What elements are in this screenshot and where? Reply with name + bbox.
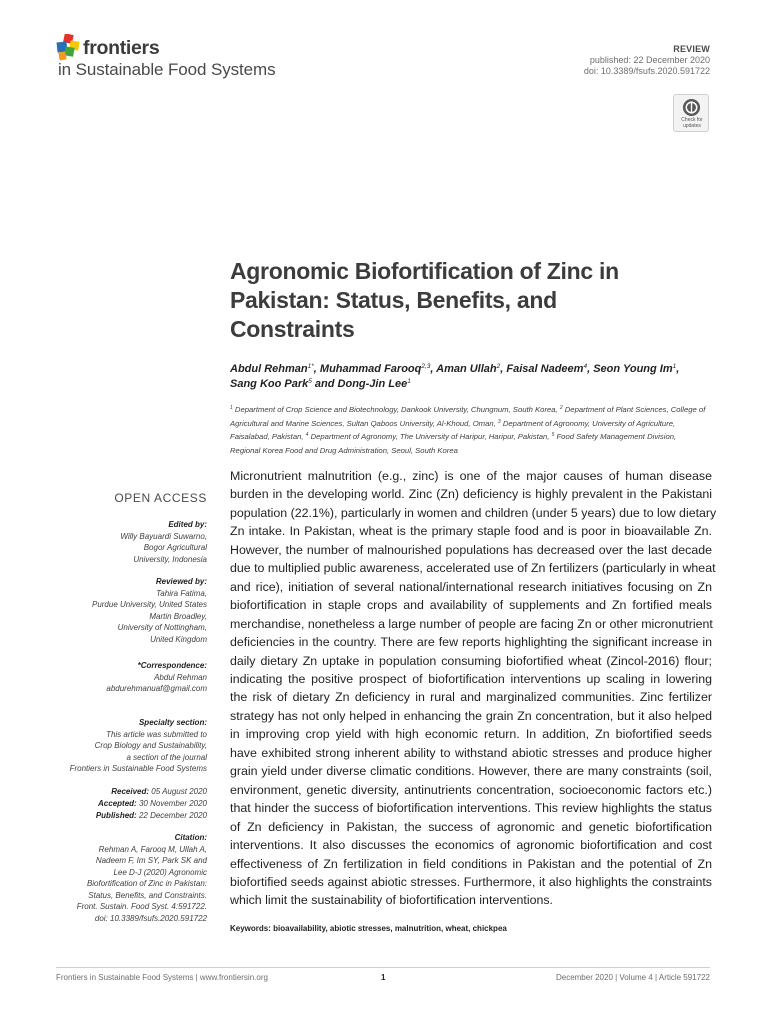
article-meta — [584, 44, 710, 77]
section-heading: Citation: — [174, 833, 207, 842]
affiliations: $^1$ Department of Crop Science and Biotechnology, Dankook University, Chungnum, South Korea, $^2$ Department of Plant Sciences, College of Agricultural and Marine Sciences, Sultan Qaboos University, Al-Khoud, Oman, $^3$ Department of Agronomy, University of Agriculture, Faisalabad, Pakistan, $^4$ Department of Agronomy, The University of Haripur, Haripur, Pakistan, $^5$ Food Safety Management Division, Regional Korea Food and Drug Administration, Seoul, South Korea — [230, 405, 706, 455]
abstract-line: merchandise, nonetheless a large number of people are facing Zn or other micronutrient — [230, 616, 713, 631]
section-heading: Specialty section: — [138, 718, 207, 727]
author-list: Abdul Rehman$^{1*}$, Muhammad Farooq$^{2,3}$, Aman Ullah$^2$, Faisal Nadeem$^4$, Seon Young Im$^1$, Sang Koo Park$^5$ and Dong-Jin Lee$^1$ — [230, 363, 680, 390]
abstract-line: population (22.1%), particularly in women and children (under 5 years) due to low dietary — [230, 505, 717, 520]
footer-divider — [56, 967, 710, 968]
abstract-line: and rice), initiation of several national/international research initiatives focusing on Zn — [230, 579, 712, 594]
author-name[interactable]: Seon Young Im — [593, 363, 673, 375]
footer-volume-info: December 2020 | Volume 4 | Article 591722 — [555, 973, 710, 982]
abstract-line: biofortification in staple crops and availability of supplements and Zn fortified meals — [230, 598, 712, 613]
abstract-line: However, the number of malnourished populations has decreased over the last decade — [230, 542, 712, 557]
crossmark-icon — [682, 98, 701, 117]
correspondence-email-link[interactable]: abdurehmanuaf@gmail.com — [106, 684, 207, 693]
abstract-line: environment, genetic diversity, antinutrients concentration, socioeconomic factors etc.) — [230, 782, 712, 797]
abstract-line: grain yield under diverse climatic conditions. However, there are many constraints (soil, — [230, 764, 712, 779]
abstract-line: biofortified seeds against abiotic stresses. Furthermore, it also highlights the constraints — [230, 874, 712, 889]
abstract-line: of Zn deficiency in Pakistan, the success of agronomic and genetic biofortification — [230, 819, 712, 834]
frontiers-logo-icon — [56, 34, 80, 62]
check-for-updates-button[interactable] — [673, 94, 709, 132]
specialty-section: Specialty section: This article was submitted to Crop Biology and Sustainability, a section of the journal Frontiers in Sustainable Food Systems — [40, 717, 207, 775]
abstract-line: burden in the developing world. Zinc (Zn) deficiency is highly prevalent in the Pakistani — [230, 487, 712, 502]
article-doi[interactable]: doi: 10.3389/fsufs.2020.591722 — [583, 66, 710, 76]
abstract-line: indicating the positive prospect of biofortification interventions up scaling in lowering — [230, 671, 712, 686]
edited-by-section: Edited by: Willy Bayuardi Suwarno, Bogor Agricultural University, Indonesia — [40, 519, 207, 565]
abstract-line: which limit the sustainability of biofortification interventions. — [230, 893, 553, 908]
abstract-line: due to multiplied public awareness, accelerated use of Zn fertilizers (particularly in wheat — [230, 561, 716, 576]
section-heading: Reviewed by: — [155, 577, 207, 586]
abstract-line: in improving crop yield with high economic return. In addition, Zn biofortified seeds — [230, 727, 712, 742]
abstract-line: that hinder the success of biofortification interventions. This review highlights the status — [230, 801, 712, 816]
keywords: Keywords: bioavailability, abiotic stresses, malnutrition, wheat, chickpea — [230, 924, 507, 933]
history-dates: Received: 05 August 2020 Accepted: 30 November 2020 Published: 22 December 2020 — [95, 787, 207, 820]
section-heading: Edited by: — [168, 520, 207, 529]
citation-section: Citation: Rehman A, Farooq M, Ullah A, Nadeem F, Im SY, Park SK and Lee D-J (2020) Agronomic Biofortification of Zinc in Pakistan: Status, Benefits, and Constraints. Front. Sustain. Food Syst. 4:591722. doi: 10.3389/fsufs.2020.591722 — [40, 832, 207, 924]
abstract-line: interventions. It also discusses the economics of agronomic biofortification and cost — [230, 838, 712, 853]
author-name[interactable]: Aman Ullah — [436, 363, 497, 375]
published-date: published: 22 December 2020 — [589, 55, 710, 65]
abstract-line: strategy has not only helped in enhancing the grain Zn concentration, but it also helped — [230, 708, 712, 723]
reviewed-by-section: Reviewed by: Tahira Fatima, Purdue University, United States Martin Broadley, University of Nottingham, United Kingdom — [40, 576, 207, 645]
footer-journal-link[interactable]: Frontiers in Sustainable Food Systems | www.frontiersin.org — [56, 973, 268, 982]
received-date: 05 August 2020 — [151, 787, 207, 796]
abstract-line: the risk of dietary Zn deficiency in rural and marginalized communities. Zinc fertilizer — [230, 690, 712, 705]
abstract-line: have exhibited strong inherent ability to withstand abiotic stresses and produce higher — [230, 745, 712, 760]
author-name[interactable]: Faisal Nadeem — [506, 363, 584, 375]
accepted-date: 30 November 2020 — [138, 799, 207, 808]
crossmark-label: Check for updates — [681, 117, 703, 129]
abstract — [230, 467, 717, 910]
author-name[interactable]: Muhammad Farooq — [319, 363, 422, 375]
section-heading: *Correspondence: — [137, 661, 207, 670]
author-name[interactable]: Sang Koo Park — [230, 378, 309, 390]
citation-doi-link[interactable]: doi: 10.3389/fsufs.2020.591722 — [94, 913, 207, 923]
author-name[interactable]: Dong-Jin Lee — [337, 378, 408, 390]
open-access-label: OPEN ACCESS — [114, 491, 207, 505]
correspondence-section: *Correspondence: Abdul Rehman abdurehmanuaf@gmail.com — [40, 660, 207, 695]
abstract-line: Zn intake. In Pakistan, wheat is the primary staple food and is poor in bioavailable Zn. — [230, 524, 712, 539]
abstract-line: daily dietary Zn uptake in population consuming biofortified wheat (Zincol-2016) flour; — [230, 653, 712, 668]
article-title: Agronomic Biofortification of Zinc in Pakistan: Status, Benefits, and Constraints — [230, 258, 619, 342]
journal-name: in Sustainable Food Systems — [58, 60, 276, 79]
abstract-line: deficiencies in the country. There are few reports highlighting the significant increase in — [230, 635, 712, 650]
journal-logo[interactable] — [56, 33, 316, 83]
abstract-line: effectiveness of Zn fertilization in field conditions in Pakistan and the potential of Zn — [230, 856, 712, 871]
author-name[interactable]: Abdul Rehman — [230, 363, 308, 375]
article-type: REVIEW — [673, 44, 710, 54]
published-date: 22 December 2020 — [138, 811, 207, 820]
page-number: 1 — [381, 973, 386, 982]
publisher-name: frontiers — [83, 37, 160, 59]
abstract-line: Micronutrient malnutrition (e.g., zinc) is one of the major causes of human disease — [230, 469, 712, 483]
